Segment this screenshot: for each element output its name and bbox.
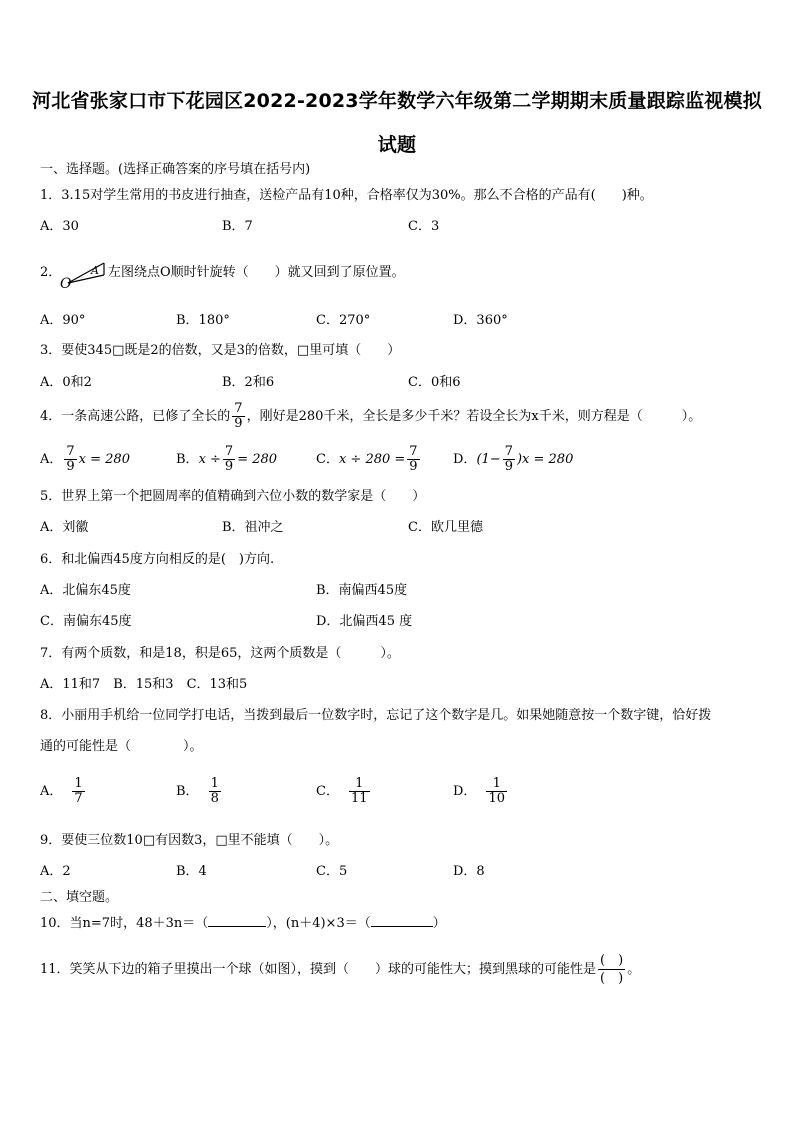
- q8-option-c-fraction: [349, 777, 370, 806]
- q11-answer-fraction[interactable]: [598, 952, 625, 987]
- q4-fraction: [232, 402, 244, 431]
- q8-option-c: [316, 776, 372, 808]
- q8-option-c-label: C．: [316, 784, 339, 799]
- q4-fraction-numerator: 7: [234, 401, 243, 416]
- q8-option-d-denominator: 10: [488, 791, 505, 806]
- q8-option-a-fraction: [72, 777, 84, 806]
- q4-option-c-fraction: [407, 445, 419, 474]
- q8-option-d-numerator: 1: [486, 777, 507, 792]
- q11-fraction-denominator: ( ): [600, 971, 624, 986]
- q4-option-b: [176, 444, 277, 476]
- q8-option-d-fraction: [486, 777, 507, 806]
- q9-option-d: D．8: [453, 864, 485, 879]
- question-4: [40, 400, 701, 434]
- q8-option-b-denominator: 8: [210, 791, 219, 806]
- q6-option-d: D．北偏西45 度: [316, 614, 413, 629]
- page-title-continued: 试题: [377, 134, 417, 156]
- rotation-triangle-figure: [60, 255, 108, 289]
- q4-option-b-label: B．: [176, 452, 199, 467]
- q4-option-c: [316, 444, 422, 476]
- q4-option-d: [453, 444, 573, 476]
- question-3: 3．要使345□既是2的倍数，又是3的倍数，□里可填（ ）: [40, 343, 401, 358]
- question-9: 9．要使三位数10□有因数3，□里不能填（ ）。: [40, 833, 339, 848]
- q4-option-a: [40, 444, 130, 476]
- q4-option-c-numerator: 7: [409, 444, 418, 459]
- q4-option-b-denominator: 9: [224, 459, 234, 474]
- q10-answer-blank-2[interactable]: [371, 926, 433, 927]
- q2-option-c: C．270°: [316, 313, 371, 328]
- q4-option-d-denominator: 9: [504, 459, 513, 474]
- q6-option-a: A．北偏东45度: [40, 583, 131, 598]
- q2-option-d: D．360°: [453, 313, 508, 328]
- q8-option-b-label: B．: [176, 784, 199, 799]
- q8-option-d-label: D．: [453, 784, 477, 799]
- q8-option-a-denominator: 7: [74, 791, 83, 806]
- q4-option-d-label: D．: [453, 452, 477, 467]
- question-7: 7．有两个质数，和是18，积是65，这两个质数是（ ）。: [40, 646, 400, 661]
- q9-option-a: A．2: [40, 864, 71, 879]
- q9-option-c: C．5: [316, 864, 348, 879]
- q4-option-a-numerator: 7: [66, 444, 75, 459]
- point-o-label: O: [60, 276, 72, 289]
- q6-option-c: C．南偏东45度: [40, 614, 132, 629]
- question-5: 5．世界上第一个把圆周率的值精确到六位小数的数学家是（ ）: [40, 489, 426, 504]
- q4-text-post: ，刚好是280千米，全长是多少千米？若设全长为x千米，则方程是（ ）。: [246, 409, 702, 424]
- q8-option-a-numerator: 1: [74, 776, 83, 791]
- q6-option-b: B．南偏西45度: [316, 583, 408, 598]
- q8-option-b: [176, 776, 223, 808]
- question-1: 1．3.15对学生常用的书皮进行抽查，送检产品有10种，合格率仅为30%。那么不合格的产品有( )种。: [40, 188, 653, 203]
- q8-option-c-numerator: 1: [349, 777, 370, 792]
- section-heading-choice: 一、选择题。(选择正确答案的序号填在括号内): [40, 162, 311, 177]
- q7-options: A．11和7 B．15和3 C．13和5: [40, 677, 248, 692]
- question-2: 左图绕点O顺时针旋转（ ）就又回到了原位置。: [108, 265, 405, 280]
- q8-option-b-numerator: 1: [210, 776, 219, 791]
- q4-option-a-fraction: [64, 445, 76, 474]
- q9-option-b: B．4: [176, 864, 207, 879]
- question-11: [40, 950, 640, 990]
- q2-option-b: B．180°: [176, 313, 230, 328]
- q5-option-b: B．祖冲之: [222, 520, 284, 535]
- q4-text-pre: 4．一条高速公路，已修了全长的: [40, 409, 231, 424]
- q3-option-c: C．0和6: [408, 375, 461, 390]
- q1-option-a: A．30: [40, 219, 79, 234]
- q11-fraction-numerator: ( ): [600, 953, 624, 968]
- q2-option-a: A．90°: [40, 313, 86, 328]
- section-heading-fill: 二、填空题。: [40, 890, 119, 905]
- question-10: [40, 915, 446, 933]
- page-title: 河北省张家口市下花园区2022-2023学年数学六年级第二学期期末质量跟踪监视模拟: [32, 90, 762, 112]
- q4-option-a-label: A．: [40, 452, 63, 467]
- question-8-line1: 8．小丽用手机给一位同学打电话，当拨到最后一位数字时，忘记了这个数字是几。如果她随意按一个数字键，恰好拨: [40, 708, 712, 723]
- q8-option-a: [40, 776, 87, 808]
- question-8-line2: 通的可能性是（ ）。: [40, 739, 203, 754]
- q10-answer-blank-1[interactable]: [208, 926, 266, 927]
- q4-fraction-denominator: 9: [234, 416, 243, 431]
- q10-text-post: ）: [432, 916, 446, 931]
- q4-option-d-equation-post: )x = 280: [516, 452, 574, 467]
- q8-option-b-fraction: [209, 777, 221, 806]
- q4-option-c-label: C．: [316, 452, 339, 467]
- q4-option-d-fraction: [503, 445, 515, 474]
- q8-option-c-denominator: 11: [350, 791, 368, 806]
- q10-text-mid: ），(n＋4)×3＝（: [266, 916, 371, 931]
- q11-text-pre: 11．笑笑从下边的箱子里摸出一个球（如图），摸到（ ）球的可能性大；摸到黑球的可能性是: [40, 962, 597, 977]
- q4-option-d-numerator: 7: [504, 444, 513, 459]
- q5-option-a: A．刘徽: [40, 520, 89, 535]
- q1-option-b: B．7: [222, 219, 253, 234]
- q2-number: 2．: [40, 265, 62, 280]
- q4-option-a-equation: x = 280: [78, 452, 130, 467]
- q8-option-d: [453, 776, 509, 808]
- q11-text-post: 。: [627, 962, 641, 977]
- q4-option-b-fraction: [223, 445, 235, 474]
- q4-option-a-denominator: 9: [66, 459, 75, 474]
- q4-option-d-equation-pre: (1−: [476, 452, 501, 467]
- q5-option-c: C．欧几里德: [408, 520, 483, 535]
- q3-option-b: B．2和6: [222, 375, 275, 390]
- q1-option-c: C．3: [408, 219, 440, 234]
- q10-text-pre: 10．当n=7时，48＋3n＝（: [40, 916, 209, 931]
- q4-option-b-equation-post: = 280: [237, 452, 278, 467]
- q4-option-b-numerator: 7: [224, 444, 234, 459]
- q4-option-c-equation: x ÷ 280 =: [338, 452, 406, 467]
- question-6: 6．和北偏西45度方向相反的是( )方向.: [40, 552, 275, 567]
- point-a-label: A: [91, 264, 99, 277]
- q4-option-b-equation-pre: x ÷: [198, 452, 221, 467]
- q3-option-a: A．0和2: [40, 375, 92, 390]
- q8-option-a-label: A．: [40, 784, 63, 799]
- q4-option-c-denominator: 9: [409, 459, 418, 474]
